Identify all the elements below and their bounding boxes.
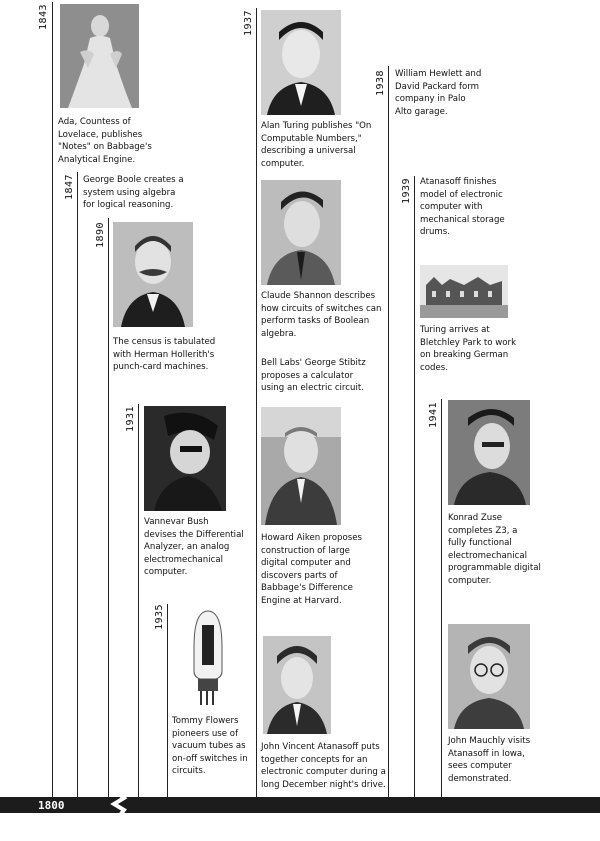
bletchley-park-photo [420,265,508,318]
konrad-zuse-portrait [448,400,530,505]
timeline-line-1941 [441,399,442,797]
john-atanasoff-portrait [263,636,331,734]
event-caption-aiken: Howard Aiken proposes construction of large digital computer and discovers parts of Babbage's Difference Engine at Harvard. [261,533,362,606]
timeline-line-1938 [388,66,389,797]
timeline-line-1843 [52,2,53,797]
year-label: 1890 [95,221,106,248]
timeline-start-label: 1800 [38,799,65,812]
year-label: 1935 [154,603,165,630]
event-caption-lovelace: Ada, Countess of Lovelace, publishes "Notes" on Babbage's Analytical Engine. [58,117,152,165]
herman-hollerith-portrait [113,222,193,327]
timeline-axis-bar [0,797,600,813]
year-label: 1938 [375,69,386,96]
event-caption-bletchley: Turing arrives at Bletchley Park to work on breaking German codes. [420,325,517,373]
timeline-line-1847 [77,172,78,797]
year-label: 1941 [428,401,439,428]
event-caption-flowers: Tommy Flowers pioneers use of vacuum tubes as on-off switches in circuits. [172,716,248,777]
event-caption-turing: Alan Turing publishes "On Computable Numbers," describing a universal computer. [261,121,372,169]
event-caption-atanasoff: John Vincent Atanasoff puts together concepts for an electronic computer during a long December night's drive. [261,742,386,790]
year-label: 1939 [401,177,412,204]
timeline-line-1931 [138,404,139,797]
vannevar-bush-portrait [144,406,226,511]
event-caption-mauchly: John Mauchly visits Atanasoff in Iowa, sees computer demonstrated. [448,736,531,784]
event-caption-atanasoff-model: Atanasoff finishes model of electronic computer with mechanical storage drums. [420,177,505,238]
year-label: 1931 [125,405,136,432]
year-label: 1937 [243,9,254,36]
ada-lovelace-portrait [60,4,139,108]
timeline-line-1937 [256,8,257,797]
john-mauchly-portrait [448,624,530,729]
event-caption-shannon: Claude Shannon describes how circuits of switches can perform tasks of Boolean algebra. [261,291,382,339]
year-label: 1843 [38,3,49,30]
timeline-line-1939 [414,176,415,797]
event-caption-zuse: Konrad Zuse completes Z3, a fully functional electromechanical programmable digital computer. [448,513,541,586]
vacuum-tube-image [186,607,230,709]
alan-turing-portrait [261,10,341,115]
year-label: 1847 [64,173,75,200]
timeline-line-1935 [167,604,168,797]
event-caption-hollerith: The census is tabulated with Herman Hollerith's punch-card machines. [113,337,216,373]
event-caption-stibitz: Bell Labs' George Stibitz proposes a calculator using an electric circuit. [261,358,366,394]
event-caption-bush: Vannevar Bush devises the Differential Analyzer, an analog electromechanical computer. [144,517,244,578]
timeline-line-1890 [108,218,109,797]
claude-shannon-portrait [261,180,341,285]
howard-aiken-portrait [261,407,341,525]
event-caption-hewlett-packard: William Hewlett and David Packard form company in Palo Alto garage. [395,69,482,117]
axis-break-mark [110,790,128,818]
event-caption-boole: George Boole creates a system using algebra for logical reasoning. [83,175,184,211]
